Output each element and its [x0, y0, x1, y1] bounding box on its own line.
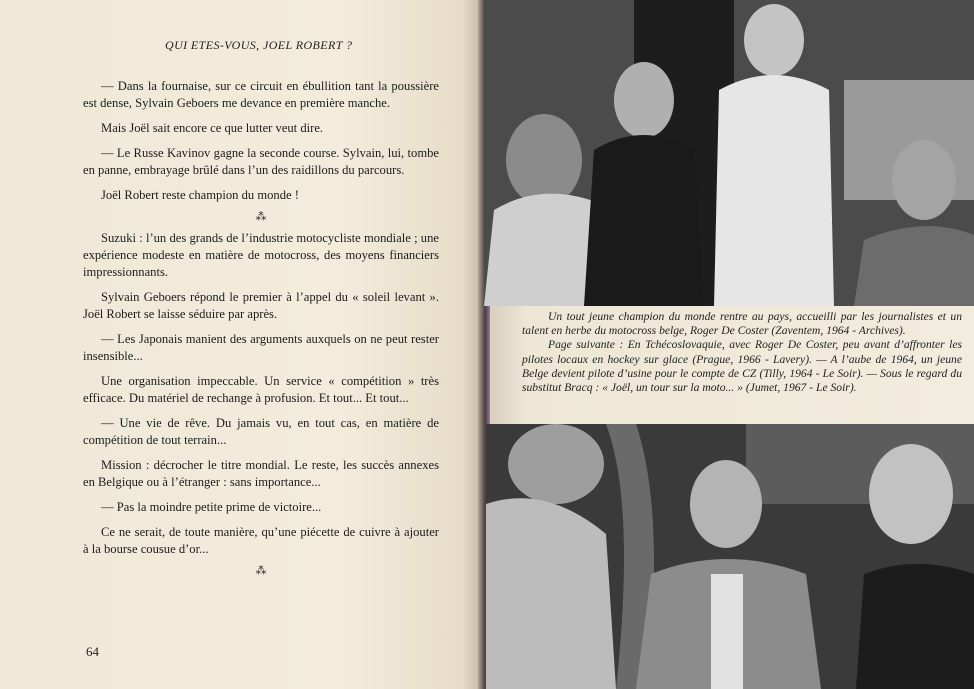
paragraph: Mission : décrocher le titre mondial. Le reste, les succès annexes en Belgique ou à l’étranger : sans importance...	[83, 458, 439, 489]
photo-journalists-group	[484, 0, 974, 306]
body-text	[83, 78, 439, 584]
running-head: QUI ETES-VOUS, JOEL ROBERT ?	[165, 38, 353, 52]
page-number: 64	[86, 644, 99, 659]
caption-text: Un tout jeune champion du monde rentre au pays, accueilli par les journalistes et un talent en herbe du motocross belge, Roger De Coster (Zaventem, 1964 - Archives).	[522, 310, 962, 338]
photo-scene-top	[484, 0, 974, 306]
photo-scene-bottom	[486, 424, 974, 689]
paragraph: — Une vie de rêve. Du jamais vu, en tout cas, en matière de compétition de tout terrain...	[83, 416, 439, 447]
paragraph: Suzuki : l’un des grands de l’industrie motocycliste mondiale ; une expérience modeste en matière de motocross, des moyens financiers impressionnants.	[83, 231, 439, 279]
paragraph: Joël Robert reste champion du monde !	[101, 188, 299, 202]
caption-text: Page suivante : En Tchécoslovaquie, avec Roger De Coster, peu avant d’affronter les pilotes locaux en hockey sur glace (Prague, 1966 - Lavery). — A l’aube de 1964, un jeune Belge devient pilote d’usine pour le compte de CZ (Tilly, 1964 - Le Soir). — Sous le regard du substitut Bracq : « Joël, un tour sur la moto... » (Jumet, 1967 - Le Soir).	[522, 338, 962, 395]
photo-signing-autographs	[486, 424, 974, 689]
paragraph: Mais Joël sait encore ce que lutter veut dire.	[101, 121, 324, 135]
paragraph: — Pas la moindre petite prime de victoire...	[101, 500, 322, 514]
paragraph: Sylvain Geboers répond le premier à l’appel du « soleil levant ». Joël Robert se laisse séduire par après.	[83, 290, 439, 321]
left-page	[0, 0, 486, 689]
paragraph: Une organisation impeccable. Un service « compétition » très efficace. Du matériel de rechange à profusion. Et tout... Et tout...	[83, 374, 439, 405]
section-separator: ⁂	[255, 211, 267, 223]
photo-caption	[522, 310, 962, 395]
paragraph: — Dans la fournaise, sur ce circuit en ébullition tant la poussière est dense, Sylvain Geboers me devance en première manche.	[83, 79, 439, 110]
section-separator: ⁂	[255, 565, 267, 577]
paragraph: Ce ne serait, de toute manière, qu’une piécette de cuivre à ajouter à la bourse cousue d’or...	[83, 525, 439, 556]
paragraph: — Les Japonais manient des arguments auxquels on ne peut rester insensible...	[83, 332, 439, 363]
paragraph: — Le Russe Kavinov gagne la seconde course. Sylvain, lui, tombe en panne, embrayage brûlé dans l’un des raidillons du parcours.	[83, 146, 439, 177]
